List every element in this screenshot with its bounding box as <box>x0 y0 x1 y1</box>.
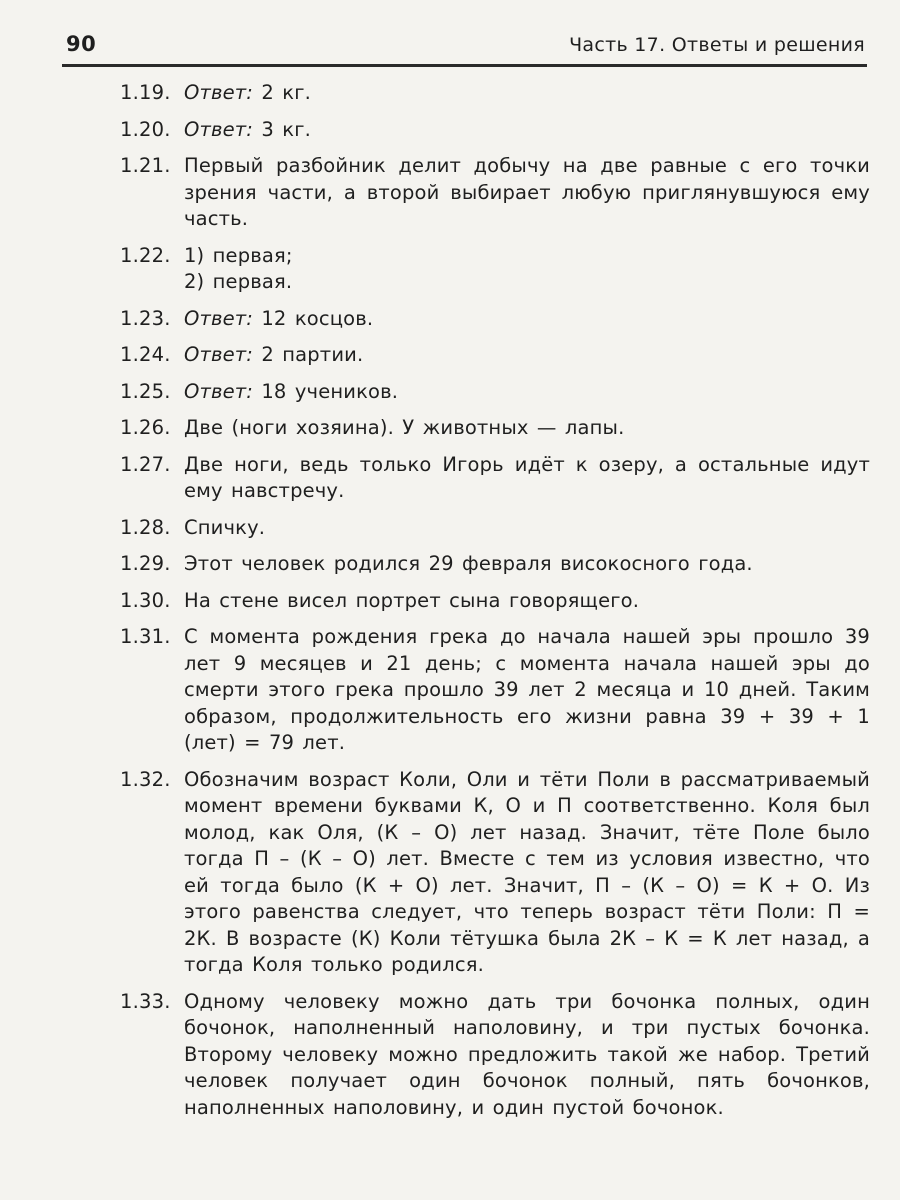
answer-item <box>120 153 870 233</box>
answer-text: Первый разбойник делит добычу на две равные с его точки зрения части, а второй выбирает любую приглянувшуюся ему часть. <box>184 154 870 230</box>
answer-item <box>120 243 870 296</box>
answer-number: 1.29. <box>120 552 171 575</box>
answer-label: Ответ: <box>184 306 254 330</box>
answer-item <box>120 515 870 542</box>
answer-number: 1.26. <box>120 416 171 439</box>
answer-item <box>120 415 870 442</box>
answer-text <box>184 379 870 406</box>
answer-item <box>120 452 870 505</box>
answer-number: 1.19. <box>120 81 171 104</box>
answer-text: Две ноги, ведь только Игорь идёт к озеру, а остальные идут ему навстречу. <box>184 452 870 502</box>
answer-item <box>120 588 870 615</box>
answer-text: На стене висел портрет сына говорящего. <box>184 588 640 612</box>
answer-item <box>120 80 870 107</box>
answer-label: Ответ: <box>184 343 254 366</box>
answer-number: 1.24. <box>120 343 171 366</box>
answer-value: 3 кг. <box>253 117 311 141</box>
answer-value: 12 косцов. <box>253 306 374 330</box>
answer-number: 1.32. <box>120 767 171 791</box>
answer-number: 1.21. <box>120 154 171 177</box>
answer-text: Спичку. <box>184 515 266 539</box>
answer-number: 1.30. <box>120 588 171 612</box>
answer-item <box>120 624 870 757</box>
answer-text: С момента рождения грека до начала нашей эры прошло 39 лет 9 месяцев и 21 день; с момента начала нашей эры до смерти этого грека прошло 39 лет 2 месяца и 10 дней. Таким образом, продолжительность его жизни равна 39 + 39 + 1 (лет) = 79 лет. <box>184 625 870 754</box>
answer-item <box>120 342 870 369</box>
answer-text: Этот человек родился 29 февраля високосного года. <box>184 552 753 575</box>
answer-text <box>184 80 870 107</box>
answer-item <box>120 551 870 578</box>
answer-text <box>184 306 870 333</box>
answer-number: 1.22. <box>120 243 171 267</box>
answer-number: 1.33. <box>120 989 171 1013</box>
answer-text <box>184 342 870 369</box>
answer-number: 1.31. <box>120 625 171 648</box>
running-head: Часть 17. Ответы и решения <box>569 34 865 56</box>
answer-text <box>184 243 870 296</box>
answer-number: 1.28. <box>120 515 171 539</box>
page-header <box>62 30 867 67</box>
answer-number: 1.25. <box>120 379 171 403</box>
answer-line: 1) первая; <box>184 243 293 267</box>
answer-line: 2) первая. <box>184 270 293 293</box>
answer-label: Ответ: <box>184 117 254 141</box>
answer-item <box>120 989 870 1122</box>
page-number: 90 <box>66 32 97 56</box>
answer-value: 2 кг. <box>253 81 311 104</box>
answer-value: 2 партии. <box>253 343 364 366</box>
answer-number: 1.23. <box>120 306 171 330</box>
answer-text: Две (ноги хозяина). У животных — лапы. <box>184 416 625 439</box>
answer-label: Ответ: <box>184 81 254 104</box>
answers-list <box>120 80 870 1131</box>
answer-text: Одному человеку можно дать три бочонка полных, один бочонок, наполненный наполовину, и три пустых бочонка. Второму человеку можно предложить такой же набор. Третий человек получает один бочонок полный, пять бочонков, наполненных наполовину, и один пустой бочонок. <box>184 989 870 1119</box>
answer-item <box>120 306 870 333</box>
answer-item <box>120 767 870 979</box>
answer-text: Обозначим возраст Коли, Оли и тёти Поли в рассматриваемый момент времени буквами К, О и П соответственно. Коля был молод, как Оля, (К – О) лет назад. Значит, тёте Поле было тогда П – (К – О) лет. Вместе с тем из условия известно, что ей тогда было (К + О) лет. Значит, П – (К – О) = К + О. Из этого равенства следует, что теперь возраст тёти Поли: П = 2К. В возрасте (К) Коли тётушка была 2К – К = К лет назад, а тогда Коля только родился. <box>184 767 870 976</box>
answer-item <box>120 117 870 144</box>
answer-number: 1.20. <box>120 117 171 141</box>
answer-item <box>120 379 870 406</box>
answer-number: 1.27. <box>120 452 171 476</box>
answer-label: Ответ: <box>184 379 254 403</box>
answer-value: 18 учеников. <box>253 379 399 403</box>
answer-text <box>184 117 870 144</box>
